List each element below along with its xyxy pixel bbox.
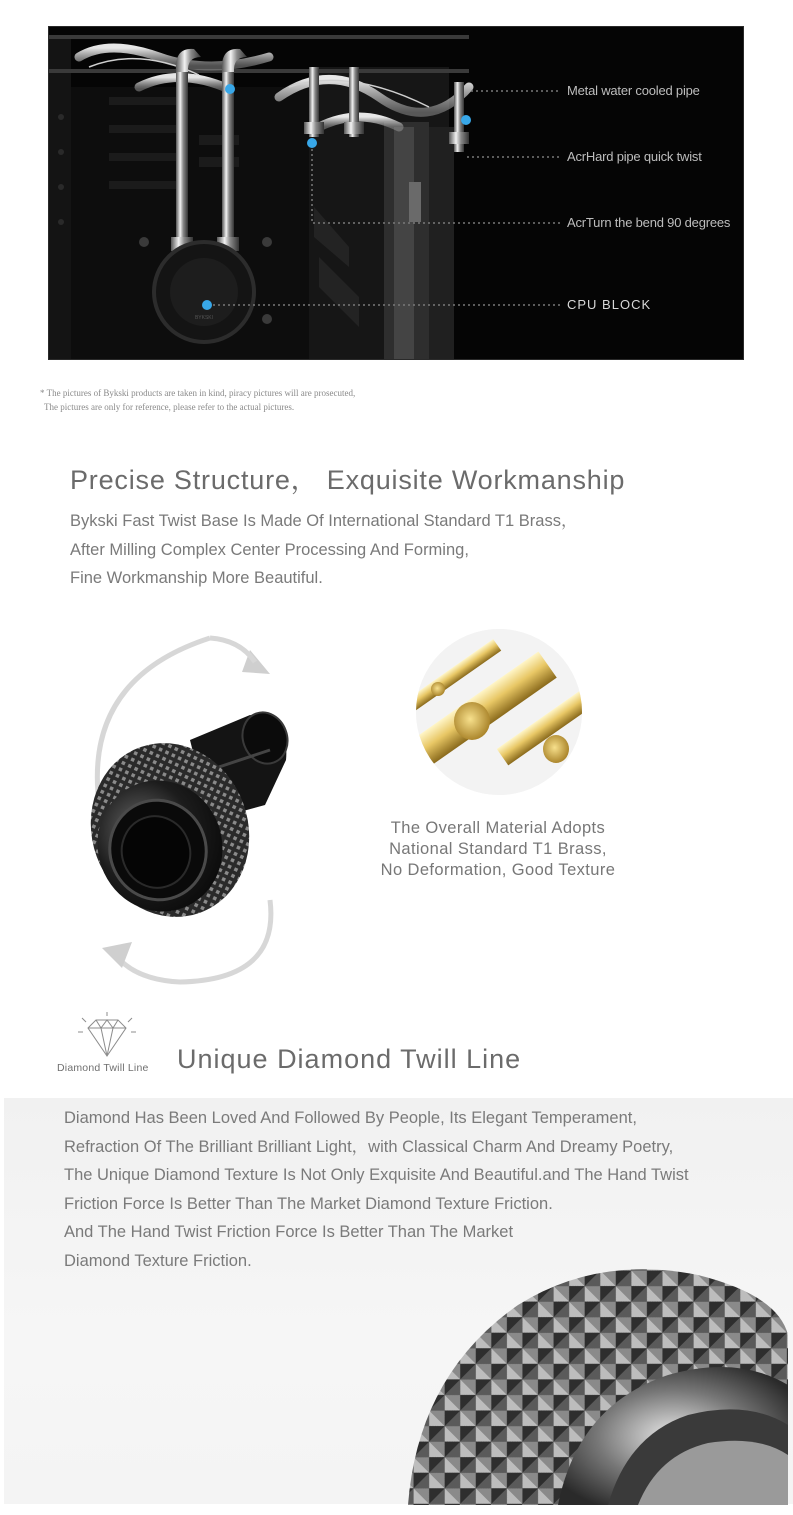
diamond-line: Friction Force Is Better Than The Market Diamond Texture Friction. (64, 1194, 553, 1213)
svg-text:BYKSKI: BYKSKI (194, 315, 214, 321)
structure-line: After Milling Complex Center Processing And Forming, (70, 540, 469, 559)
brass-rods-illustration (416, 629, 582, 795)
quick-twist-fitting-image (60, 620, 300, 992)
callout-metal-pipe: Metal water cooled pipe (567, 83, 700, 98)
diamond-line: The Unique Diamond Texture Is Not Only Exquisite And Beautiful.and The Hand Twist (64, 1166, 689, 1185)
diamond-logo-caption: Diamond Twill Line (57, 1062, 149, 1074)
diamond-line: Refraction Of The Brilliant Brilliant Light，with Classical Charm And Dreamy Poetry, (64, 1137, 674, 1156)
disclaimer-line-2: The pictures are only for reference, please refer to the actual pictures. (44, 402, 295, 412)
structure-line: Bykski Fast Twist Base Is Made Of International Standard T1 Brass， (70, 512, 578, 530)
callout-bend-90: AcrTurn the bend 90 degrees (567, 215, 731, 230)
diamond-title: Unique Diamond Twill Line (177, 1044, 522, 1074)
material-line: No Deformation, Good Texture (380, 861, 616, 879)
diamond-description (64, 1104, 689, 1276)
structure-line: Fine Workmanship More Beautiful. (70, 569, 323, 587)
material-line: The Overall Material Adopts (390, 819, 606, 837)
callout-quick-twist: AcrHard pipe quick twist (567, 149, 702, 164)
disclaimer (40, 386, 355, 414)
material-line: National Standard T1 Brass, (389, 840, 607, 858)
structure-description (70, 507, 577, 593)
hero-image (48, 26, 744, 360)
structure-title: Precise Structure， Exquisite Workmanship (70, 465, 626, 495)
disclaimer-line-1: * The pictures of Bykski products are taken in kind, piracy pictures will are prosecuted, (40, 388, 356, 398)
diamond-line: Diamond Texture Friction. (64, 1251, 252, 1270)
diamond-knurl-closeup-image (398, 1255, 788, 1505)
diamond-icon (74, 1012, 140, 1062)
callout-cpu-block: CPU BLOCK (567, 297, 652, 312)
material-description (340, 818, 656, 881)
diamond-line: Diamond Has Been Loved And Followed By People, Its Elegant Temperament, (64, 1109, 637, 1127)
diamond-line: And The Hand Twist Friction Force Is Better Than The Market (64, 1223, 514, 1242)
brass-material-image (416, 629, 582, 795)
